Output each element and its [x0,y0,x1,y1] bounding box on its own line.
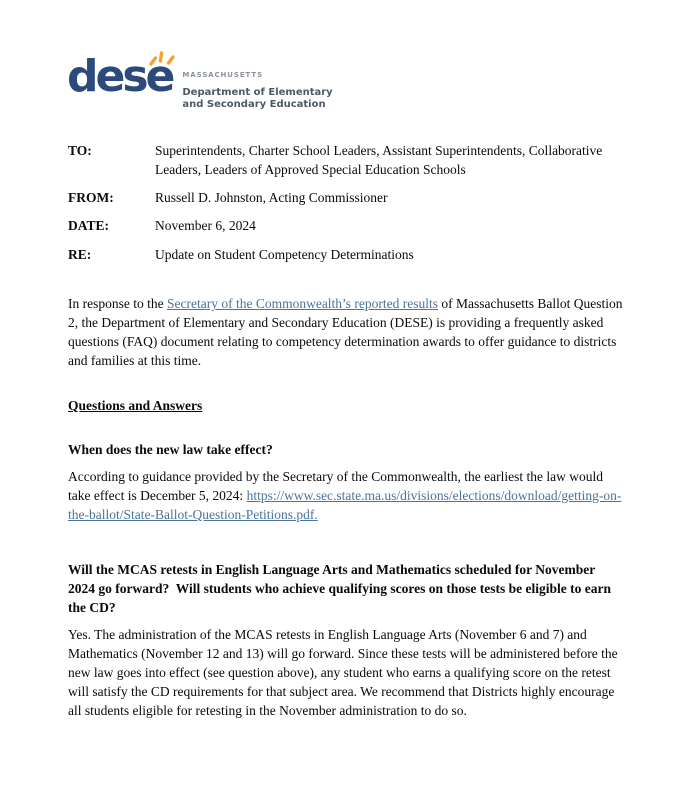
dese-logo-text [182,53,332,111]
logo-state-label: MASSACHUSETTS [182,71,264,79]
memo-label-date: DATE: [68,218,110,233]
secretary-results-link[interactable]: Secretary of the Commonwealth’s reported results [166,296,439,311]
answer-1 [68,467,623,524]
answer-2: Yes. The administration of the MCAS retests in English Language Arts (November 6 and 7) and Mathematics (November 12 and 13) will go forward. Since these tests will be administered before the new law goes into effect (see question above), any student who earns a qualifying score on the retest will satisfy the CD requirements for that subject area. We recommend that Districts highly encourage all students eligible for retesting in the November administration to do so. [68,627,618,718]
memo-row-re [68,245,623,264]
question-2: Will the MCAS retests in English Language Arts and Mathematics scheduled for November 2024 go forward? Will students who achieve qualifying scores on those tests be eligible to earn the CD? [68,562,615,615]
memo-row-from [68,188,623,207]
answer-1-text: According to guidance provided by the Secretary of the Commonwealth, the earliest the law would take effect is December 5, 2024: [68,469,603,503]
memo-label-to: TO: [68,143,92,158]
memo-row-to [68,141,623,179]
dese-wordmark-wrap [67,53,172,101]
memo-label-re: RE: [68,247,92,262]
ballot-petitions-pdf-link[interactable]: https://www.sec.state.ma.us/divisions/elections/download/getting-on-the-ballot/State-Ballot-Question-Petitions.pdf. [68,488,622,522]
dese-logo [67,53,333,111]
intro-text-before-link: In response to the [68,296,167,311]
memo-label-from: FROM: [68,190,114,205]
memo-content [68,141,623,720]
memo-value-to: Superintendents, Charter School Leaders, Assistant Superintendents, Collaborative Leaders, Leaders of Approved Special Education Schools [155,143,603,177]
intro-paragraph [68,294,623,370]
memo-value-date: November 6, 2024 [155,218,256,233]
sunburst-rays-icon [148,50,175,66]
questions-and-answers-heading: Questions and Answers [68,398,203,413]
logo-dept-line1: Department of Elementary [182,87,333,98]
intro-text-after-link: of Massachusetts Ballot Question 2, the Department of Elementary and Secondary Education (DESE) is providing a frequently asked questions (FAQ) document relating to competency determination awards to offer guidance to districts and families at this time. [68,296,623,368]
dese-wordmark: dese [67,51,173,102]
memo-row-date [68,216,623,235]
memo-value-from: Russell D. Johnston, Acting Commissioner [155,190,388,205]
memo-value-re: Update on Student Competency Determinations [155,247,414,262]
logo-dept-line2: and Secondary Education [182,99,326,110]
question-1: When does the new law take effect? [68,442,273,457]
